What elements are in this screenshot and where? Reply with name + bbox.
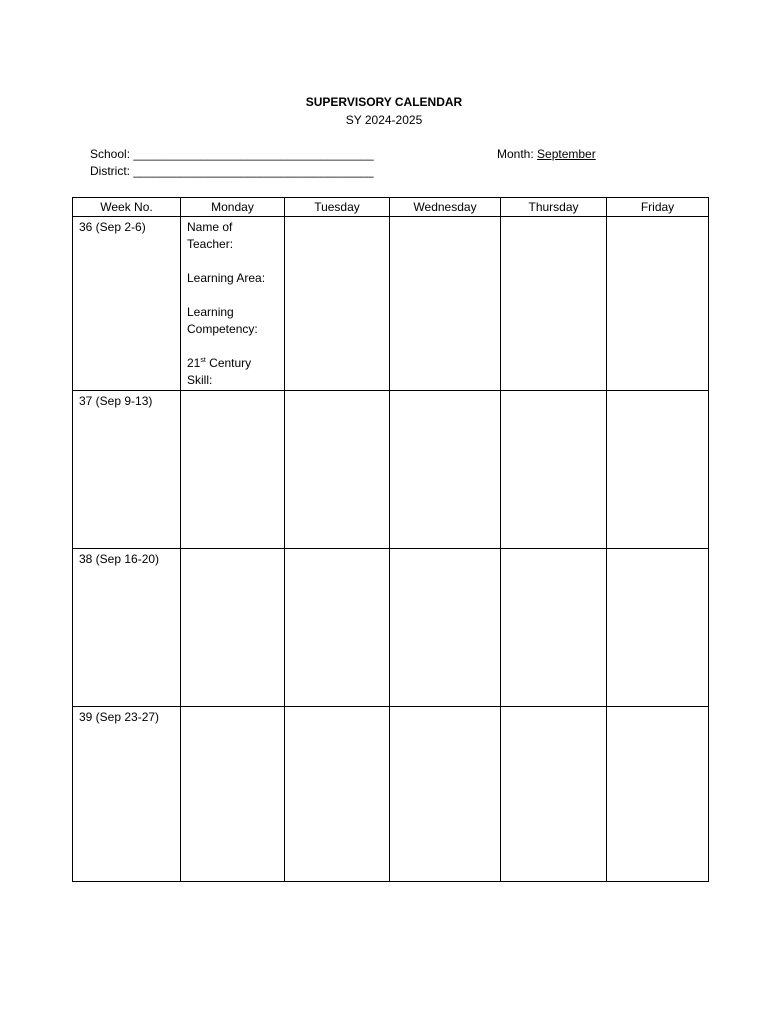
school-label: School:	[90, 147, 131, 161]
tuesday-cell[interactable]	[285, 391, 390, 549]
header-week-no: Week No.	[73, 198, 181, 217]
skill-century: Century	[205, 356, 252, 370]
skill-prompt-line1	[187, 355, 278, 372]
teacher-prompt-line1: Name of	[187, 220, 233, 234]
friday-cell[interactable]	[607, 707, 709, 882]
friday-cell[interactable]	[607, 549, 709, 707]
school-blank-line[interactable]: ____________________________________	[133, 147, 374, 161]
week-cell: 37 (Sep 9-13)	[73, 391, 181, 549]
header-monday: Monday	[181, 198, 285, 217]
header-thursday: Thursday	[501, 198, 607, 217]
wednesday-cell[interactable]	[390, 707, 501, 882]
monday-cell[interactable]	[181, 707, 285, 882]
skill-number: 21	[187, 356, 201, 370]
monday-cell[interactable]	[181, 217, 285, 391]
thursday-cell[interactable]	[501, 391, 607, 549]
thursday-cell[interactable]	[501, 707, 607, 882]
school-field	[90, 146, 374, 162]
tuesday-cell[interactable]	[285, 707, 390, 882]
learning-area-prompt: Learning Area:	[187, 271, 266, 285]
header-wednesday: Wednesday	[390, 198, 501, 217]
table-row	[73, 549, 709, 707]
wednesday-cell[interactable]	[390, 391, 501, 549]
competency-prompt-line1: Learning	[187, 305, 234, 319]
tuesday-cell[interactable]	[285, 549, 390, 707]
week-cell: 38 (Sep 16-20)	[73, 549, 181, 707]
district-field	[90, 163, 374, 179]
wednesday-cell[interactable]	[390, 217, 501, 391]
supervisory-calendar-table	[72, 197, 709, 882]
table-row	[73, 391, 709, 549]
table-row	[73, 217, 709, 391]
document-title: SUPERVISORY CALENDAR	[305, 95, 463, 109]
thursday-cell[interactable]	[501, 549, 607, 707]
district-blank-line[interactable]: ____________________________________	[133, 164, 374, 178]
header-tuesday: Tuesday	[285, 198, 390, 217]
school-year: SY 2024-2025	[345, 113, 423, 127]
wednesday-cell[interactable]	[390, 549, 501, 707]
thursday-cell[interactable]	[501, 217, 607, 391]
tuesday-cell[interactable]	[285, 217, 390, 391]
table-row	[73, 707, 709, 882]
friday-cell[interactable]	[607, 391, 709, 549]
week-cell: 39 (Sep 23-27)	[73, 707, 181, 882]
header-friday: Friday	[607, 198, 709, 217]
district-label: District:	[90, 164, 130, 178]
skill-prompt-line2: Skill:	[187, 373, 213, 387]
week-cell: 36 (Sep 2-6)	[73, 217, 181, 391]
friday-cell[interactable]	[607, 217, 709, 391]
month-field	[497, 146, 596, 162]
month-label: Month:	[497, 147, 534, 161]
table-header-row	[73, 198, 709, 217]
teacher-prompt-line2: Teacher:	[187, 237, 234, 251]
skill-ordinal: st	[200, 357, 206, 364]
month-value: September	[537, 147, 596, 161]
competency-prompt-line2: Competency:	[187, 322, 258, 336]
monday-cell[interactable]	[181, 391, 285, 549]
monday-cell[interactable]	[181, 549, 285, 707]
